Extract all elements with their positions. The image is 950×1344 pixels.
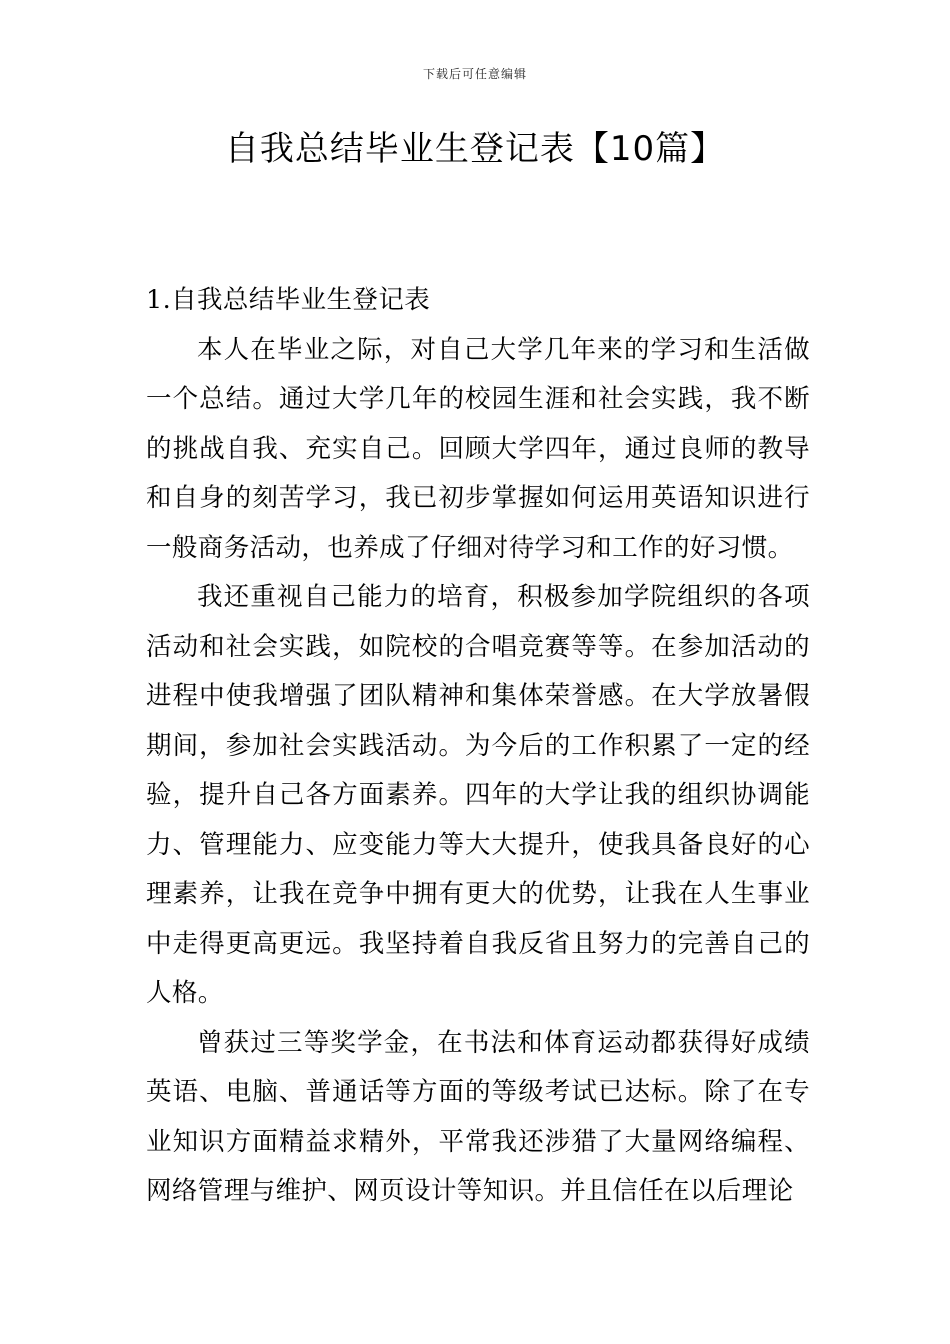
section-heading: 1.自我总结毕业生登记表 xyxy=(146,285,431,315)
document-body xyxy=(146,276,810,1217)
document-title: 自我总结毕业生登记表【10篇】 xyxy=(224,129,726,169)
paragraph-3: 曾获过三等奖学金，在书法和体育运动都获得好成绩英语、电脑、普通话等方面的等级考试已达标。除了在专业知识方面精益求精外，平常我还涉猎了大量网络编程、网络管理与维护、网页设计等知识。并且信任在以后理论 xyxy=(146,1027,810,1206)
header-note: 下载后可任意编辑 xyxy=(422,67,527,81)
paragraph-2: 我还重视自己能力的培育，积极参加学院组织的各项活动和社会实践，如院校的合唱竞赛等等。在参加活动的进程中使我增强了团队精神和集体荣誉感。在大学放暑假期间，参加社会实践活动。为今后的工作积累了一定的经验，提升自己各方面素养。四年的大学让我的组织协调能力、管理能力、应变能力等大大提升，使我具备良好的心理素养，让我在竞争中拥有更大的优势，让我在人生事业中走得更高更远。我坚持着自我反省且努力的完善自己的人格。 xyxy=(146,582,810,1008)
paragraph-1: 本人在毕业之际，对自己大学几年来的学习和生活做一个总结。通过大学几年的校园生涯和社会实践，我不断的挑战自我、充实自己。回顾大学四年，通过良师的教导和自身的刻苦学习，我已初步掌握如何运用英语知识进行一般商务活动，也养成了仔细对待学习和工作的好习惯。 xyxy=(146,334,810,563)
